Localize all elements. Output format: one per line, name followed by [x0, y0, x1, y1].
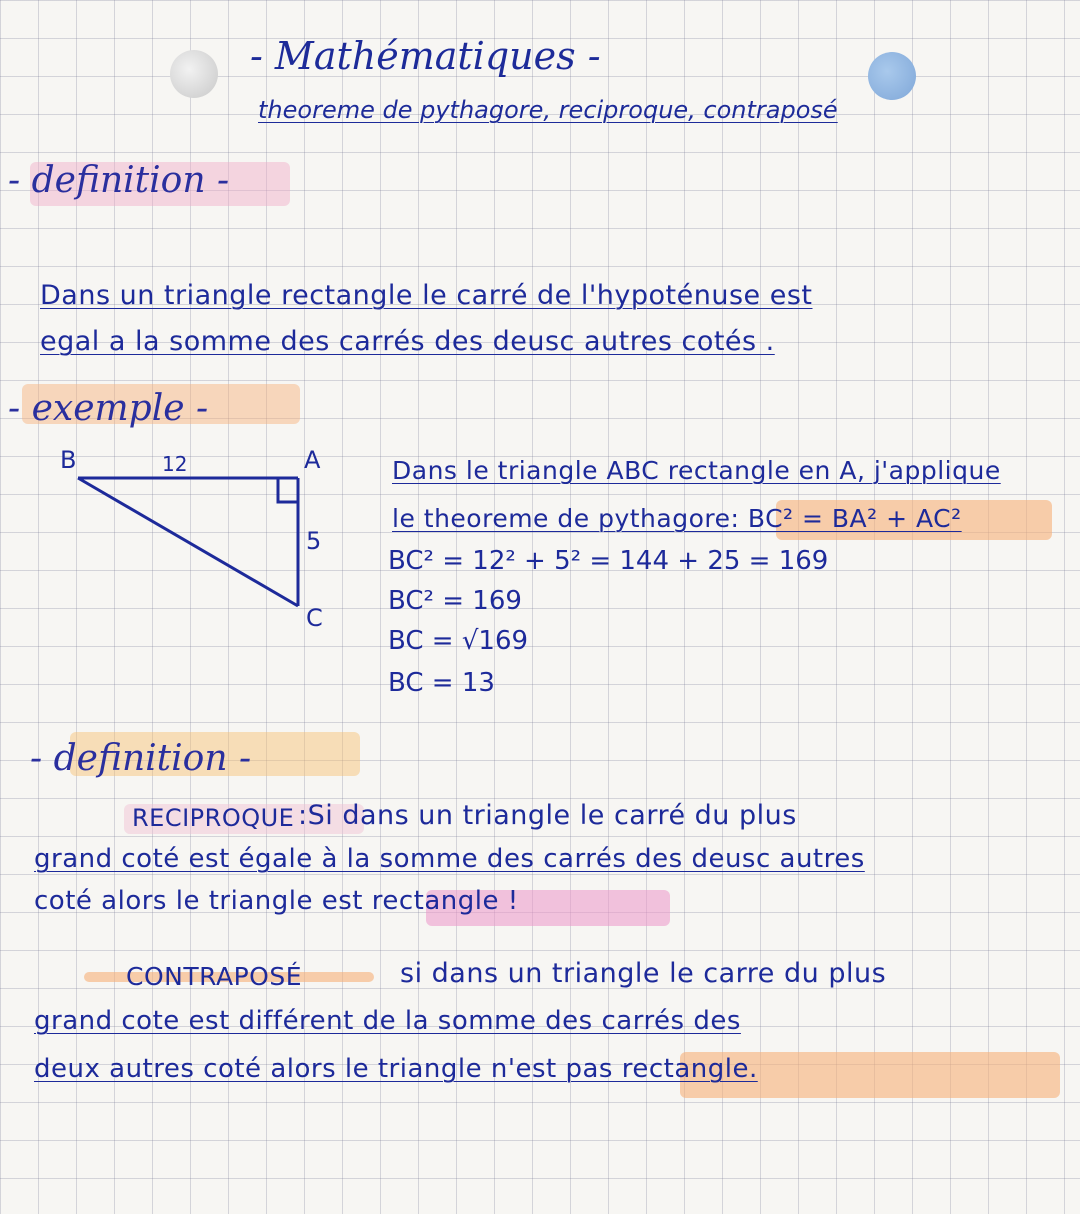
definition-line-1: Dans un triangle rectangle le carré de l'hypoténuse est [40, 280, 813, 311]
punch-hole-right [868, 52, 916, 100]
side-ba-label: 12 [162, 452, 188, 476]
contrapose-label: CONTRAPOSÉ [126, 962, 302, 991]
reciproque-line-2: grand coté est égale à la somme des carrés des deusc autres [34, 844, 865, 874]
example-line-5: BC = √169 [388, 626, 529, 656]
side-ac-label: 5 [306, 527, 322, 555]
contrapose-line-3: deux autres coté alors le triangle n'est pas rectangle. [34, 1054, 758, 1084]
reciproque-line-3: coté alors le triangle est rectangle ! [34, 886, 519, 916]
vertex-c-label: C [306, 604, 323, 632]
example-line-1: Dans le triangle ABC rectangle en A, j'applique [392, 456, 1001, 485]
punch-hole-left [170, 50, 218, 98]
example-line-4: BC² = 169 [388, 586, 522, 616]
example-line-6: BC = 13 [388, 668, 495, 698]
contrapose-line-1: si dans un triangle le carre du plus [400, 958, 887, 989]
definition-line-2: egal a la somme des carrés des deusc autres cotés . [40, 326, 775, 357]
side-bc [78, 478, 298, 606]
vertex-a-label: A [304, 446, 321, 474]
example-heading: - exemple - [8, 388, 209, 429]
right-angle-mark [278, 478, 298, 502]
page-title: - Mathématiques - [250, 34, 601, 78]
definition2-heading: - definition - [30, 738, 252, 779]
page-subtitle: theoreme de pythagore, reciproque, contraposé [258, 96, 838, 124]
example-line-3: BC² = 12² + 5² = 144 + 25 = 169 [388, 546, 829, 576]
vertex-b-label: B [60, 446, 77, 474]
definition-heading: - definition - [8, 160, 230, 201]
reciproque-label: RECIPROQUE [132, 804, 295, 832]
example-line-2: le theoreme de pythagore: BC² = BA² + AC² [392, 504, 962, 533]
contrapose-line-2: grand cote est différent de la somme des carrés des [34, 1006, 741, 1036]
reciproque-line-1: :Si dans un triangle le carré du plus [298, 800, 797, 831]
